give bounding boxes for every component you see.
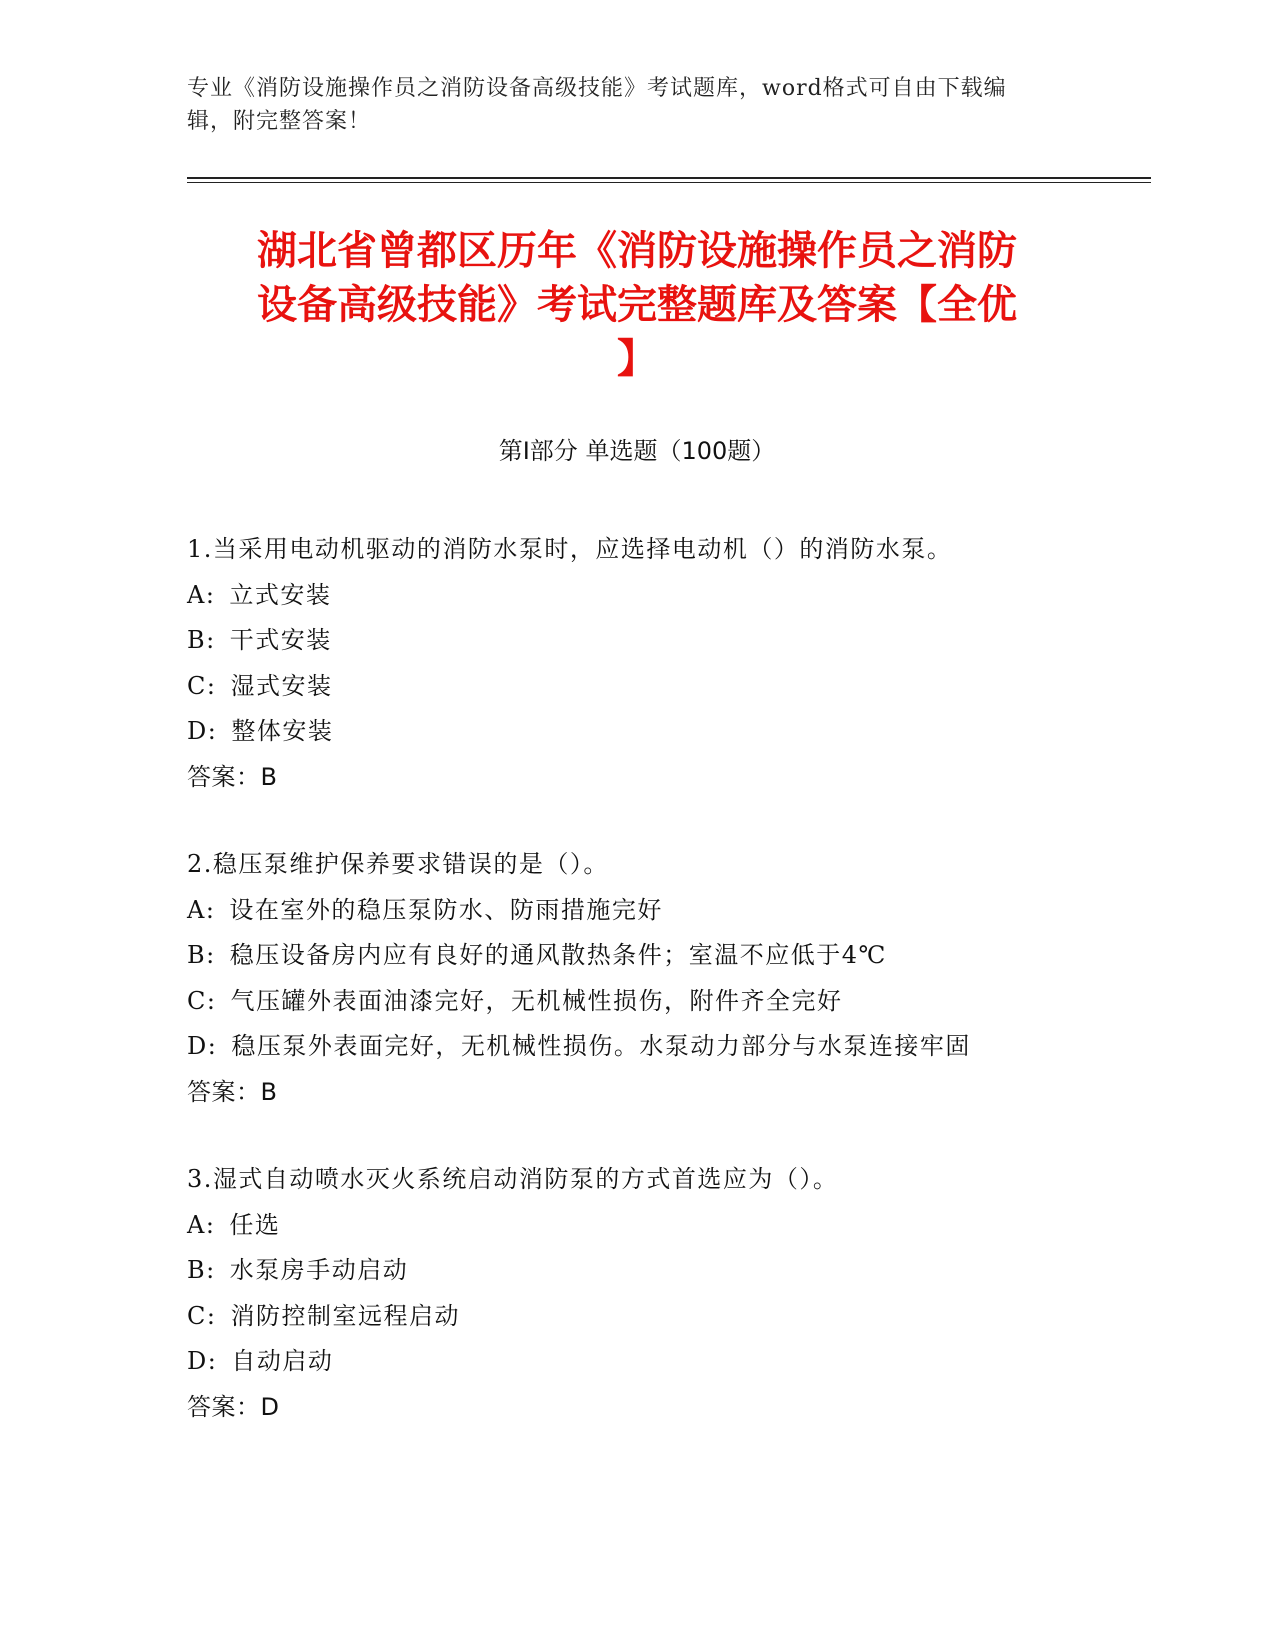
option-key: D:: [187, 717, 218, 745]
option-text: 稳压设备房内应有良好的通风散热条件；室温不应低于4℃: [229, 941, 887, 969]
option-key: C:: [187, 986, 217, 1015]
option-text: 气压罐外表面油漆完好，无机械性损伤，附件齐全完好: [230, 986, 843, 1015]
option-key: B:: [187, 1256, 216, 1284]
option-text: 稳压泵外表面完好，无机械性损伤。水泵动力部分与水泵连接牢固: [231, 1032, 971, 1060]
document-title-line-3: 】: [617, 336, 657, 382]
question-stem: 2.稳压泵维护保养要求错误的是（）。: [187, 850, 609, 878]
option-key: D:: [187, 1347, 218, 1375]
header-divider-thick: [187, 177, 1151, 179]
option-c: [187, 1294, 1137, 1340]
option-key: B:: [187, 941, 216, 969]
answer-line: 答案：B: [187, 762, 278, 791]
option-key: D:: [187, 1032, 218, 1060]
header-note: [187, 72, 1067, 138]
header-divider-thin: [187, 182, 1151, 183]
option-d: [187, 1024, 1137, 1070]
answer-line: 答案：D: [187, 1392, 280, 1421]
option-key: C:: [187, 671, 217, 700]
question-stem: 1.当采用电动机驱动的消防水泵时，应选择电动机（）的消防水泵。: [187, 535, 953, 563]
option-text: 水泵房手动启动: [229, 1256, 409, 1284]
option-b: [187, 1248, 1137, 1294]
option-key: B:: [187, 626, 216, 654]
option-b: [187, 618, 1137, 664]
option-key: C:: [187, 1301, 217, 1330]
option-text: 自动启动: [231, 1347, 334, 1375]
question-item: [187, 527, 1137, 800]
option-d: [187, 1339, 1137, 1385]
option-text: 立式安装: [229, 580, 332, 609]
header-note-line-1: 专业《消防设施操作员之消防设备高级技能》考试题库，word格式可自由下载编: [187, 76, 1007, 101]
option-text: 整体安装: [231, 717, 334, 745]
option-key: A:: [187, 1210, 216, 1239]
option-text: 任选: [229, 1210, 281, 1239]
option-text: 湿式安装: [230, 671, 333, 700]
header-note-line-2: 辑，附完整答案！: [187, 109, 372, 134]
option-b: [187, 933, 1137, 979]
option-a: [187, 573, 1137, 619]
option-text: 设在室外的稳压泵防水、防雨措施完好: [229, 895, 663, 924]
document-title-line-2: 设备高级技能》考试完整题库及答案【全优: [257, 282, 1017, 328]
question-item: [187, 842, 1137, 1115]
question-stem: 3.湿式自动喷水灭火系统启动消防泵的方式首选应为（）。: [187, 1165, 839, 1193]
option-text: 干式安装: [229, 626, 332, 654]
question-item: [187, 1157, 1137, 1430]
option-key: A:: [187, 580, 216, 609]
option-a: [187, 1203, 1137, 1249]
section-title: 第Ⅰ部分 单选题（100题）: [498, 437, 776, 465]
answer-line: 答案：B: [187, 1077, 278, 1106]
option-key: A:: [187, 895, 216, 924]
option-c: [187, 664, 1137, 710]
document-title: [187, 224, 1087, 386]
option-a: [187, 888, 1137, 934]
document-title-line-1: 湖北省曾都区历年《消防设施操作员之消防: [257, 228, 1017, 274]
option-d: [187, 709, 1137, 755]
question-list: [187, 527, 1137, 1472]
option-c: [187, 979, 1137, 1025]
option-text: 消防控制室远程启动: [230, 1301, 460, 1330]
